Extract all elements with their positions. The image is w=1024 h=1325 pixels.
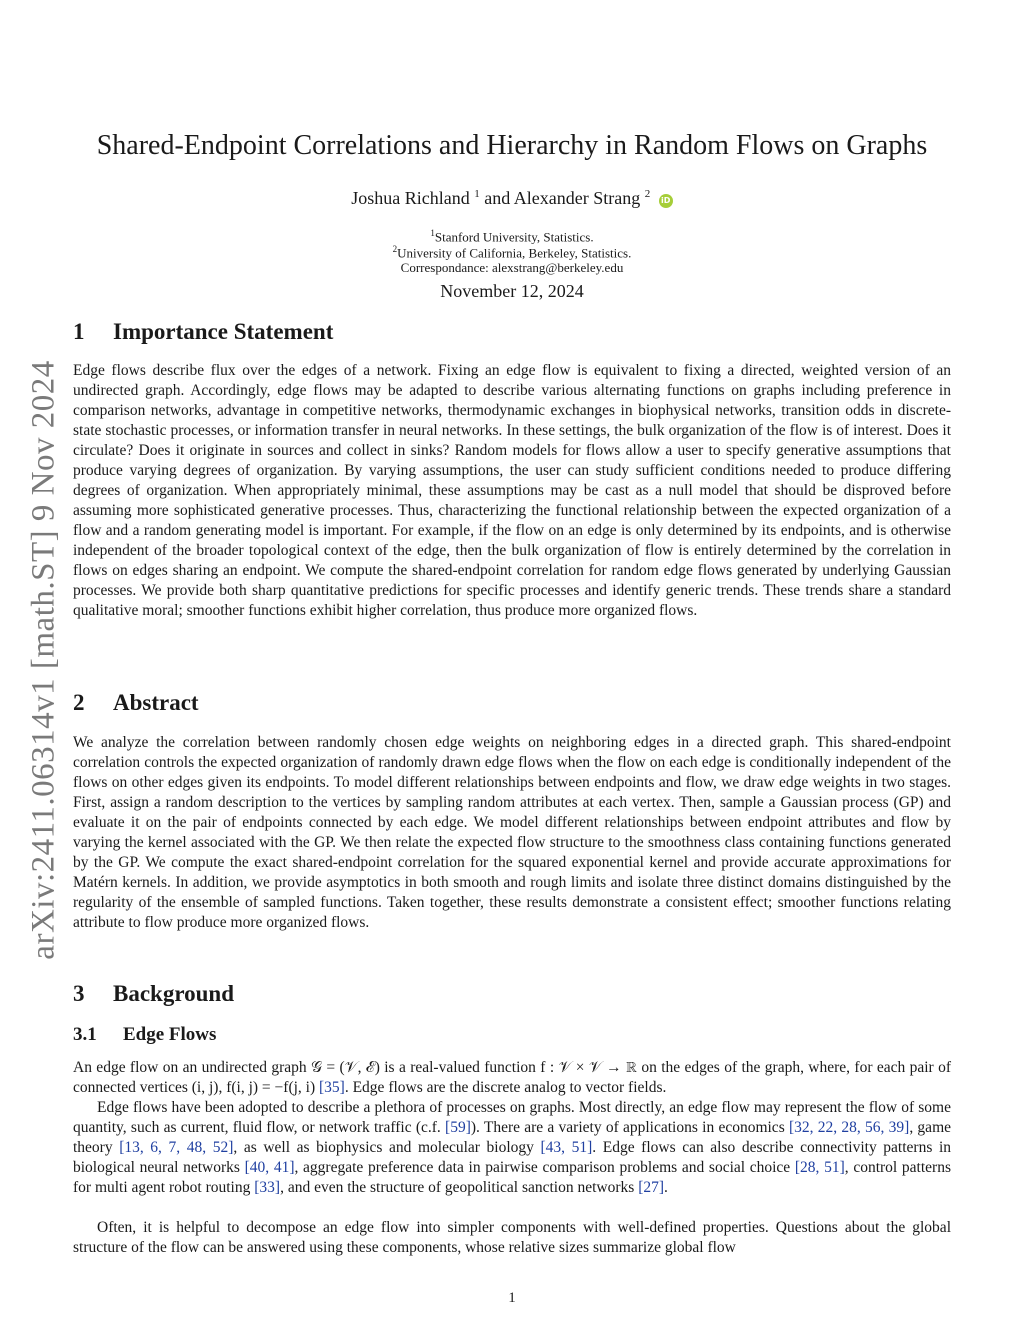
paragraph-text: Edge flows have been adopted to describe a plethora of processes on graphs. Most directly, an edge flow may represent the flow of some quantity, such as current, fluid flow, or network traffic (c.f. [73,1099,951,1136]
correspondence-line: Correspondance: alexstrang@berkeley.edu [400,260,624,275]
citation-link[interactable]: [40, 41] [244,1159,295,1176]
section-number: 2 [73,690,85,715]
author-name: Alexander Strang [513,188,641,208]
paragraph-text: , and even the structure of geopolitical sanction networks [280,1179,639,1196]
paragraph-text: , aggregate preference data in pairwise comparison problems and social choice [294,1159,795,1176]
affiliation-text: University of California, Berkeley, Statistics. [397,245,632,261]
paragraph-text: An edge flow on an undirected graph 𝒢 = (𝒱, ℰ) is a real-valued function f : 𝒱 × 𝒱 → ℝ on the edges of the graph, where, for each pair of connected vertices (i, j), f(i, j) = −f(j, i) [73,1059,951,1096]
arxiv-sidebar-stamp: arXiv:2411.06314v1 [math.ST] 9 Nov 2024 [25,360,62,960]
author-line [0,188,1024,209]
paragraph-text: , game theory [73,1119,952,1156]
citation-link[interactable]: [32, 22, 28, 56, 39] [788,1119,910,1136]
affiliation-line [0,244,1024,261]
author-affiliation-marker: 2 [644,188,651,200]
paragraph-text: ). There are a variety of applications in economics [470,1119,789,1136]
edge-flow-decomposition-paragraph: Often, it is helpful to decompose an edge flow into simpler components with well-defined properties. Questions about the global structure of the flow can be answered using these components, whose relative sizes summarize global flow [73,1219,951,1256]
section-title: Background [113,981,235,1006]
affiliation-line [0,228,1024,245]
paper-title: Shared-Endpoint Correlations and Hierarchy in Random Flows on Graphs [96,130,928,161]
subsection-title: Edge Flows [123,1024,217,1045]
importance-paragraph: Edge flows describe flux over the edges of a network. Fixing an edge flow is equivalent to fixing a directed, weighted version of an undirected graph. Accordingly, edge flows may be adapted to describe various alternating functions on graphs including preference in comparison networks, advantage in competitive networks, thermodynamic exchanges in biophysical networks, transition odds in discrete-state stochastic processes, or information transfer in neural networks. In these settings, the bulk organization of the flow is of interest. Does it circulate? Does it originate in sources and collect in sinks? Random models for flows allow a user to specify generative assumptions that produce varying degrees of organization. By varying assumptions, the user can study sufficient conditions needed to produce differing degrees of organization. When appropriately minimal, these assumptions may be cast as a null model that should be disproved before assuming more sophisticated generative processes. Thus, characterizing the functional relationship between the expected organization of a flow and a random generating model is important. For example, if the flow on an edge is only determined by its endpoints, and is otherwise independent of the broader topological context of the edge, then the bulk organization of flow is entirely determined by the correlation in flows on edges sharing an endpoint. We compute the shared-endpoint correlation for random edge flows generated by underlying Gaussian processes. We provide both sharp quantitative predictions for specific processes and identify generic trends. These trends share a standard qualitative moral; smoother functions exhibit higher correlation, thus produce more organized flows. [73,362,951,619]
paper-date: November 12, 2024 [440,281,584,301]
affiliation-marker: 2 [392,244,398,254]
orcid-icon[interactable]: iD [659,194,673,208]
section-heading [73,319,333,345]
paragraph-text: . Edge flows can also describe connectivity patterns in biological neural networks [73,1139,951,1176]
paragraph-text: . Edge flows are the discrete analog to vector fields. [344,1079,667,1096]
citation-link[interactable]: [35] [319,1079,345,1096]
section-title: Abstract [113,690,199,715]
author-joiner: and [479,188,514,208]
subsection-heading [73,1024,216,1046]
affiliation-text: Stanford University, Statistics. [434,229,594,245]
page-number: 1 [508,1290,516,1306]
subsection-number: 3.1 [73,1024,97,1045]
section-heading [73,981,234,1007]
citation-link[interactable]: [33] [254,1179,281,1196]
abstract-paragraph: We analyze the correlation between randomly chosen edge weights on neighboring edges in a directed graph. This shared-endpoint correlation controls the expected organization of randomly drawn edge flows when the flow on each edge is conditionally independent of the flows on other edges given its endpoints. To model different relationships between endpoints and flow, we draw edge weights in two stages. First, assign a random description to the vertices by sampling random attributes at each vertex. Then, sample a Gaussian process (GP) and evaluate it on the pair of endpoints connected by each edge. We model different relationships between endpoint attributes and flow by varying the kernel associated with the GP. We then relate the expected flow structure to the smoothness class containing functions generated by the GP. We compute the exact shared-endpoint correlation for the squared exponential kernel and provide accurate approximations for Matérn kernels. In addition, we provide asymptotics in both smooth and rough limits and isolate three distinct domains distinguished by the regularity of the ensemble of sampled functions. Taken together, these results demonstrate a consistent effect; smoother functions relating attribute to flow produce more organized flows. [73,734,951,931]
paragraph-text: . [664,1179,668,1196]
edge-flow-applications-paragraph [73,1098,951,1198]
section-title: Importance Statement [113,319,334,344]
citation-link[interactable]: [27] [638,1179,665,1196]
affiliation-marker: 1 [430,228,435,238]
section-heading [73,690,199,716]
citation-link[interactable]: [43, 51] [540,1139,593,1156]
citation-link[interactable]: [59] [445,1119,471,1136]
author-name: Joshua Richland [351,188,470,208]
section-number: 1 [73,319,85,344]
citation-link[interactable]: [13, 6, 7, 48, 52] [119,1139,234,1156]
paragraph-text: , control patterns for multi agent robot routing [73,1159,951,1196]
citation-link[interactable]: [28, 51] [794,1159,845,1176]
paragraph-text: , as well as biophysics and molecular biology [233,1139,541,1156]
author-affiliation-marker: 1 [474,188,480,200]
section-number: 3 [73,981,85,1006]
edge-flow-definition-paragraph [73,1058,951,1098]
